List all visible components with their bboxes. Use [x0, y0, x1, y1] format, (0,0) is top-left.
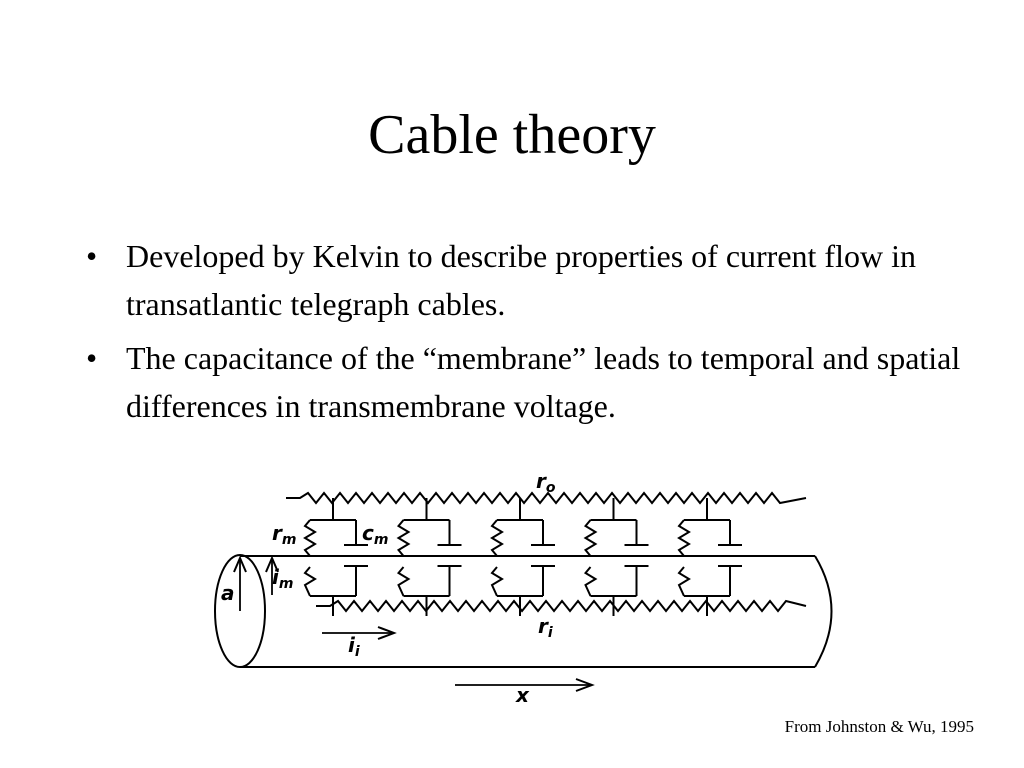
- ro-label: $r_o$: [536, 469, 556, 496]
- source-credit: From Johnston & Wu, 1995: [784, 717, 974, 736]
- membrane-resistor-bottom: [399, 567, 409, 596]
- membrane-resistor-top: [305, 520, 315, 556]
- rm-label: $r_m$: [272, 521, 297, 548]
- bullet-icon: •: [86, 340, 98, 376]
- membrane-resistor-bottom: [586, 567, 596, 596]
- cylinder-right-end: [815, 556, 832, 667]
- bullet-text: Developed by Kelvin to describe properties of current flow in transatlantic telegraph cables.: [126, 238, 916, 322]
- ri-label: $r_i$: [538, 614, 553, 641]
- membrane-resistor-bottom: [305, 567, 315, 596]
- membrane-resistor-top: [586, 520, 596, 556]
- x-label: x: [516, 683, 529, 707]
- bullet-icon: •: [86, 238, 98, 274]
- inner-resistance-wire: [316, 601, 806, 611]
- membrane-resistor-top: [679, 520, 689, 556]
- membrane-resistor-bottom: [492, 567, 502, 596]
- membrane-resistor-top: [399, 520, 409, 556]
- slide-title: Cable theory: [368, 104, 656, 166]
- a-label: a: [221, 581, 235, 605]
- membrane-resistor-top: [492, 520, 502, 556]
- bullet-text: The capacitance of the “membrane” leads to temporal and spatial differences in transmembrane voltage.: [126, 340, 961, 424]
- im-label: $i_m$: [272, 565, 294, 592]
- membrane-resistor-bottom: [679, 567, 689, 596]
- cm-label: $c_m$: [362, 521, 389, 548]
- ii-label: $i_i$: [348, 633, 360, 660]
